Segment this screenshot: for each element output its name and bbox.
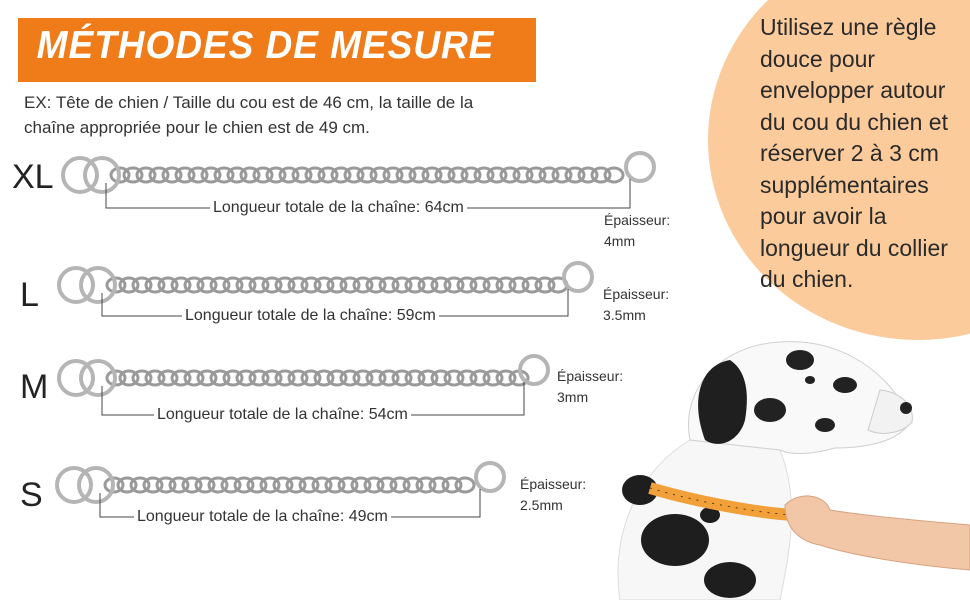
length-label-s: Longueur totale de la chaîne: 49cm	[134, 508, 391, 526]
dog-spot	[704, 562, 756, 598]
chain-m	[59, 356, 548, 395]
chain-ring	[85, 158, 119, 192]
dog-spot	[786, 350, 814, 370]
thickness-value: 4mm	[604, 233, 636, 249]
chain-ring	[476, 463, 504, 491]
thickness-value: 3.5mm	[603, 307, 646, 323]
size-label-xl: XL	[12, 158, 54, 196]
thickness-label: Épaisseur:	[520, 476, 587, 492]
dog-spot	[754, 398, 786, 422]
example-line-1: EX: Tête de chien / Taille du cou est de 46 cm, la taille de la	[24, 93, 474, 112]
chain-ring	[564, 263, 592, 291]
thickness-label: Épaisseur:	[557, 368, 624, 384]
thickness-value: 2.5mm	[520, 497, 563, 513]
length-label-l: Longueur totale de la chaîne: 59cm	[182, 307, 439, 325]
example-line-2: chaîne appropriée pour le chien est de 49 cm.	[24, 118, 370, 137]
page-title: MÉTHODES DE MESURE	[36, 24, 495, 67]
chain-ring	[626, 153, 654, 181]
dog-spot	[815, 418, 835, 432]
dog-eye	[805, 376, 815, 384]
chain-link	[605, 168, 623, 182]
thickness-label: Épaisseur:	[603, 286, 670, 302]
chain-xl	[63, 153, 654, 192]
dog-nose	[900, 402, 912, 414]
chain-s	[57, 463, 504, 502]
dog-spot	[641, 514, 709, 566]
thickness-xl	[604, 210, 670, 252]
chain-link	[456, 478, 474, 492]
length-label-xl: Longueur totale de la chaîne: 64cm	[210, 199, 467, 217]
dog-spot	[833, 377, 857, 393]
thickness-s	[520, 474, 586, 516]
thickness-value: 3mm	[557, 389, 589, 405]
measuring-tip: Utilisez une règle douce pour envelopper autour du cou du chien et réserver 2 à 3 cm supplémentaires pour avoir la longueur du collier du chien.	[760, 14, 948, 292]
chain-ring	[81, 361, 115, 395]
length-label-m: Longueur totale de la chaîne: 54cm	[154, 406, 411, 424]
chain-l	[59, 263, 592, 302]
dog-illustration	[580, 330, 970, 600]
size-label-s: S	[20, 476, 43, 514]
dog-ear	[698, 360, 747, 444]
size-label-m: M	[20, 368, 49, 406]
thickness-label: Épaisseur:	[604, 212, 671, 228]
size-label-l: L	[20, 276, 39, 314]
chain-ring	[81, 268, 115, 302]
chain-ring	[520, 356, 548, 384]
thickness-l	[603, 284, 669, 326]
chain-ring	[79, 468, 113, 502]
hand	[785, 496, 970, 570]
